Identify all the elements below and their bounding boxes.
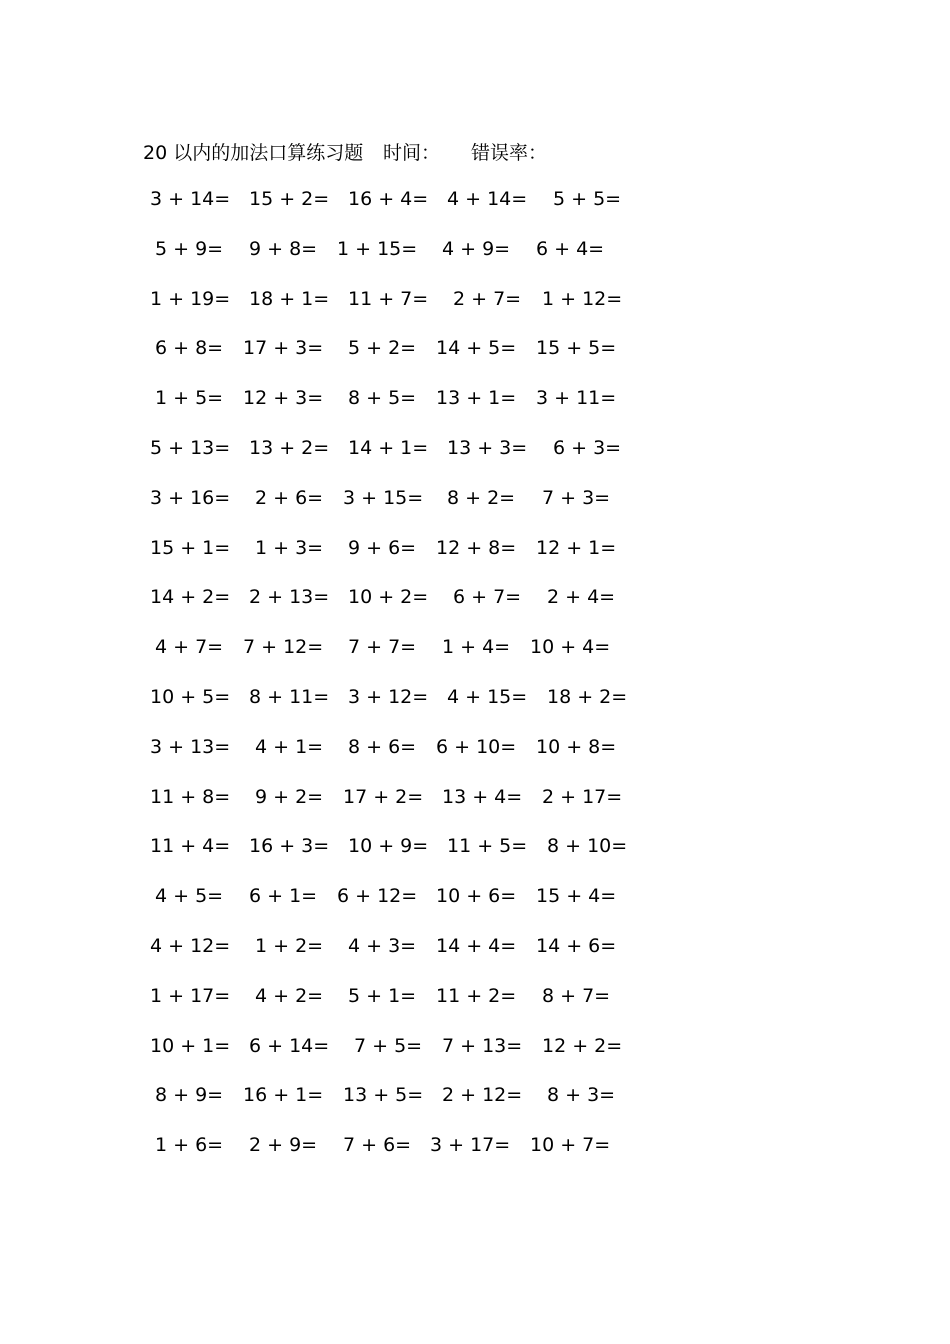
problem-r1-c3: 16 + 4= <box>348 188 429 210</box>
error-rate-label: 错误率： <box>471 142 548 164</box>
problem-r3-c1: 1 + 19= <box>150 287 231 310</box>
problem-r13-c5: 2 + 17= <box>542 785 623 808</box>
time-label: 时间： <box>383 142 441 164</box>
problem-r10-c5: 10 + 4= <box>530 636 611 659</box>
problem-r14-c5: 8 + 10= <box>547 835 628 858</box>
problem-r5-c4: 13 + 1= <box>436 387 517 410</box>
problem-r12-c3: 8 + 6= <box>348 735 417 758</box>
problem-r6-c4: 13 + 3= <box>447 437 528 459</box>
problem-r14-c1: 11 + 4= <box>150 835 231 858</box>
problem-r7-c3: 3 + 15= <box>343 486 424 509</box>
problem-r1-c4: 4 + 14= <box>447 188 528 210</box>
problem-r9-c3: 10 + 2= <box>348 586 429 609</box>
problem-r11-c3: 3 + 12= <box>348 686 429 708</box>
problem-r15-c5: 15 + 4= <box>536 885 617 908</box>
problem-r7-c2: 2 + 6= <box>255 486 324 509</box>
problem-r11-c5: 18 + 2= <box>547 686 628 708</box>
problem-r19-c2: 16 + 1= <box>243 1084 324 1107</box>
problem-r8-c1: 15 + 1= <box>150 536 231 559</box>
problem-r13-c4: 13 + 4= <box>442 785 523 808</box>
problem-r16-c3: 4 + 3= <box>348 935 417 957</box>
problem-r16-c5: 14 + 6= <box>536 935 617 957</box>
problem-r12-c1: 3 + 13= <box>150 735 231 758</box>
problem-r9-c1: 14 + 2= <box>150 586 231 609</box>
problem-r17-c5: 8 + 7= <box>542 984 611 1007</box>
problem-r1-c5: 5 + 5= <box>553 188 622 210</box>
problem-r6-c5: 6 + 3= <box>553 437 622 459</box>
problem-r11-c1: 10 + 5= <box>150 686 231 708</box>
problem-r16-c1: 4 + 12= <box>150 935 231 957</box>
problem-r17-c1: 1 + 17= <box>150 984 231 1007</box>
worksheet-title: 20 以内的加法口算练习题 <box>143 142 364 164</box>
problem-r15-c1: 4 + 5= <box>155 885 224 908</box>
problem-r14-c4: 11 + 5= <box>447 835 528 858</box>
problem-r8-c5: 12 + 1= <box>536 536 617 559</box>
problem-r14-c3: 10 + 9= <box>348 835 429 858</box>
problem-r7-c5: 7 + 3= <box>542 486 611 509</box>
problem-r4-c2: 17 + 3= <box>243 337 324 360</box>
problem-r17-c4: 11 + 2= <box>436 984 517 1007</box>
problem-r20-c3: 7 + 6= <box>343 1134 412 1157</box>
problem-r13-c2: 9 + 2= <box>255 785 324 808</box>
problem-r13-c3: 17 + 2= <box>343 785 424 808</box>
problem-r5-c1: 1 + 5= <box>155 387 224 410</box>
problem-r1-c1: 3 + 14= <box>150 188 231 210</box>
problem-r3-c2: 18 + 1= <box>249 287 330 310</box>
problem-r8-c4: 12 + 8= <box>436 536 517 559</box>
problem-r16-c4: 14 + 4= <box>436 935 517 957</box>
problem-r15-c3: 6 + 12= <box>337 885 418 908</box>
problem-r9-c5: 2 + 4= <box>547 586 616 609</box>
problem-r11-c4: 4 + 15= <box>447 686 528 708</box>
problem-r9-c4: 6 + 7= <box>453 586 522 609</box>
problem-r4-c3: 5 + 2= <box>348 337 417 360</box>
problem-r15-c2: 6 + 1= <box>249 885 318 908</box>
problem-r19-c1: 8 + 9= <box>155 1084 224 1107</box>
problem-r5-c5: 3 + 11= <box>536 387 617 410</box>
problem-r19-c3: 13 + 5= <box>343 1084 424 1107</box>
problem-r18-c2: 6 + 14= <box>249 1034 330 1057</box>
problem-r19-c4: 2 + 12= <box>442 1084 523 1107</box>
problem-r10-c1: 4 + 7= <box>155 636 224 659</box>
problem-r17-c3: 5 + 1= <box>348 984 417 1007</box>
problem-r6-c1: 5 + 13= <box>150 437 231 459</box>
problem-r13-c1: 11 + 8= <box>150 785 231 808</box>
problem-r2-c3: 1 + 15= <box>337 237 418 260</box>
problem-r12-c4: 6 + 10= <box>436 735 517 758</box>
problem-r11-c2: 8 + 11= <box>249 686 330 708</box>
problem-r2-c5: 6 + 4= <box>536 237 605 260</box>
problem-r20-c1: 1 + 6= <box>155 1134 224 1157</box>
problem-r7-c4: 8 + 2= <box>447 486 516 509</box>
problem-r2-c2: 9 + 8= <box>249 237 318 260</box>
problem-r8-c2: 1 + 3= <box>255 536 324 559</box>
problem-r17-c2: 4 + 2= <box>255 984 324 1007</box>
problem-r20-c5: 10 + 7= <box>530 1134 611 1157</box>
problem-r2-c1: 5 + 9= <box>155 237 224 260</box>
problem-r9-c2: 2 + 13= <box>249 586 330 609</box>
problem-r18-c3: 7 + 5= <box>354 1034 423 1057</box>
problem-r10-c4: 1 + 4= <box>442 636 511 659</box>
problem-r10-c2: 7 + 12= <box>243 636 324 659</box>
problem-r4-c4: 14 + 5= <box>436 337 517 360</box>
problem-r3-c5: 1 + 12= <box>542 287 623 310</box>
problem-r14-c2: 16 + 3= <box>249 835 330 858</box>
problem-r5-c2: 12 + 3= <box>243 387 324 410</box>
problem-r7-c1: 3 + 16= <box>150 486 231 509</box>
problem-r2-c4: 4 + 9= <box>442 237 511 260</box>
worksheet-header <box>143 138 663 164</box>
problem-r3-c4: 2 + 7= <box>453 287 522 310</box>
problem-r12-c5: 10 + 8= <box>536 735 617 758</box>
problem-r20-c2: 2 + 9= <box>249 1134 318 1157</box>
problem-r16-c2: 1 + 2= <box>255 935 324 957</box>
problem-r8-c3: 9 + 6= <box>348 536 417 559</box>
problem-r3-c3: 11 + 7= <box>348 287 429 310</box>
problem-r1-c2: 15 + 2= <box>249 188 330 210</box>
problem-r4-c5: 15 + 5= <box>536 337 617 360</box>
problem-r18-c5: 12 + 2= <box>542 1034 623 1057</box>
problem-r18-c1: 10 + 1= <box>150 1034 231 1057</box>
problem-r20-c4: 3 + 17= <box>430 1134 511 1157</box>
problem-r4-c1: 6 + 8= <box>155 337 224 360</box>
problem-r18-c4: 7 + 13= <box>442 1034 523 1057</box>
problem-r6-c2: 13 + 2= <box>249 437 330 459</box>
problem-r15-c4: 10 + 6= <box>436 885 517 908</box>
problem-r12-c2: 4 + 1= <box>255 735 324 758</box>
problem-r10-c3: 7 + 7= <box>348 636 417 659</box>
problem-r6-c3: 14 + 1= <box>348 437 429 459</box>
problem-r19-c5: 8 + 3= <box>547 1084 616 1107</box>
problem-r5-c3: 8 + 5= <box>348 387 417 410</box>
